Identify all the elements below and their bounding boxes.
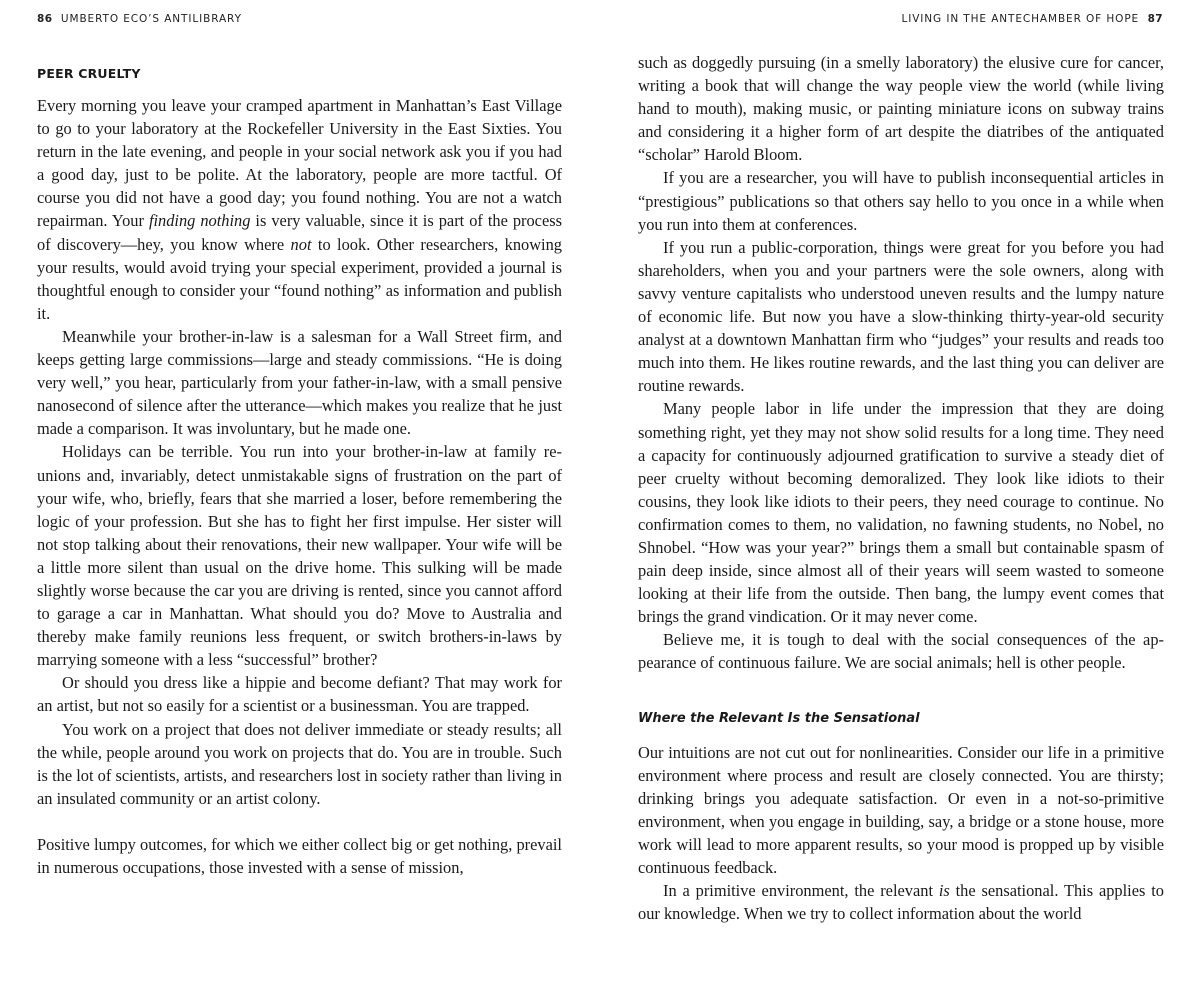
- paragraph: Every morning you leave your cramped apartment in Manhattan’s East Village to go to your laboratory at the Rockefeller University in the East Sixties. You return in the late evening, and people in your social network ask you if you had a good day, just to be polite. At the laboratory, people are more tactful. Of course you did not have a good day; you found nothing. You are not a watch repairman. Your finding nothing is very valuable, since it is part of the process of discovery—hey, you know where not to look. Other researchers, knowing your results, would avoid trying your special experiment, provided a journal is thoughtful enough to consider your “found nothing” as information and publish it.: [37, 96, 562, 323]
- paragraph: Positive lumpy outcomes, for which we either collect big or get nothing, prevail in numerous occupations, those invested with a sense of mission,: [37, 834, 562, 877]
- paragraph: You work on a project that does not deliver immediate or steady results; all the while, people around you work on projects that do. You are in trouble. Such is the lot of scientists, artists, and researchers lost in society rather than living in an insulated community or an artist colony.: [37, 719, 562, 808]
- right-running-title: LIVING IN THE ANTECHAMBER OF HOPE: [901, 13, 1140, 25]
- left-running-head: [37, 13, 242, 25]
- left-text-block: [37, 64, 562, 879]
- paragraph: If you are a researcher, you will have to publish inconsequential articles in “prestigious” publications so that others say hello to you once in a while when you run into them at conferences.: [638, 168, 1164, 234]
- right-text-block: [638, 51, 1164, 925]
- paragraph: such as doggedly pursuing (in a smelly laboratory) the elusive cure for cancer, writing a book that will change the way people view the world (while living hand to mouth), making music, or painting miniature icons on subway trains and considering it a higher form of art despite the diatribes of the antiquated “scholar” Harold Bloom.: [638, 53, 1164, 165]
- paragraph: Believe me, it is tough to deal with the social consequences of the appearance of continuous failure. We are social animals; hell is other people.: [638, 630, 1164, 673]
- paragraph: Meanwhile your brother-in-law is a salesman for a Wall Street firm, and keeps getting large commissions—large and steady commissions. “He is doing very well,” you hear, particularly from your father-in-law, with a small pensive nanosecond of silence after the utterance—which makes you realize that he just made a comparison. It was involuntary, but he made one.: [37, 326, 562, 439]
- subsection-heading: Where the Relevant Is the Sensational: [638, 710, 920, 726]
- right-page: [600, 0, 1200, 985]
- paragraph: Or should you dress like a hippie and become defiant? That may work for an artist, but not so easily for a scientist or a businessman. You are trapped.: [37, 673, 562, 716]
- section-heading: PEER CRUELTY: [37, 66, 141, 81]
- left-page-number: 86: [37, 13, 53, 25]
- paragraph: Holidays can be terrible. You run into your brother-in-law at family reunions and, invariably, detect unmistakable signs of frustration on the part of your wife, who, briefly, fears that she married a loser, before remembering the logic of your profession. But she has to fight her first impulse. Her sister will not stop talking about their renovations, their new wallpaper. Your wife will be a little more silent than usual on the drive home. This sulking will be made slightly worse because the car you are driving is rented, since you cannot afford to garage a car in Manhattan. What should you do? Move to Australia and thereby make family reunions less frequent, or switch brothers-in-laws by marrying someone with a less “successful” brother?: [37, 442, 562, 670]
- paragraph: In a primitive environment, the relevant is the sensational. This applies to our knowledge. When we try to collect information about the world: [638, 881, 1164, 924]
- paragraph: Many people labor in life under the impression that they are doing something right, yet they may not show solid results for a long time. They need a capacity for continuously adjourned gratification to survive a steady diet of peer cruelty without becoming demoralized. They look like idiots to their cousins, they look like idiots to their peers, they need courage to continue. No confirmation comes to them, no validation, no fawning students, no Nobel, no Shnobel. “How was your year?” brings them a small but containable spasm of pain deep inside, since almost all of their years will seem wasted to someone looking at their life from the outside. Then bang, the lumpy event comes that brings the grand vindication. Or it may never come.: [638, 399, 1164, 627]
- right-page-number: 87: [1147, 13, 1163, 25]
- paragraph: Our intuitions are not cut out for nonlinearities. Consider our life in a primitive environment where process and result are closely connected. You are thirsty; drinking brings you adequate satisfaction. Or even in a not-so-primitive environment, when you engage in building, say, a bridge or a stone house, more work will lead to more apparent results, so your mood is propped up by visible continuous feedback.: [638, 742, 1164, 877]
- left-running-title: UMBERTO ECO’S ANTILIBRARY: [60, 13, 242, 25]
- right-running-head: [901, 13, 1163, 25]
- paragraph: If you run a public-corporation, things were great for you before you had shareholders, when you and your partners were the sole owners, along with savvy venture capitalists who understood uneven results and the lumpy nature of economic life. But now you have a slow-thinking thirty-year-old security analyst at a downtown Manhattan firm who “judges” your results and reads too much into them. He likes routine rewards, and the last thing you can deliver are routine rewards.: [638, 237, 1164, 396]
